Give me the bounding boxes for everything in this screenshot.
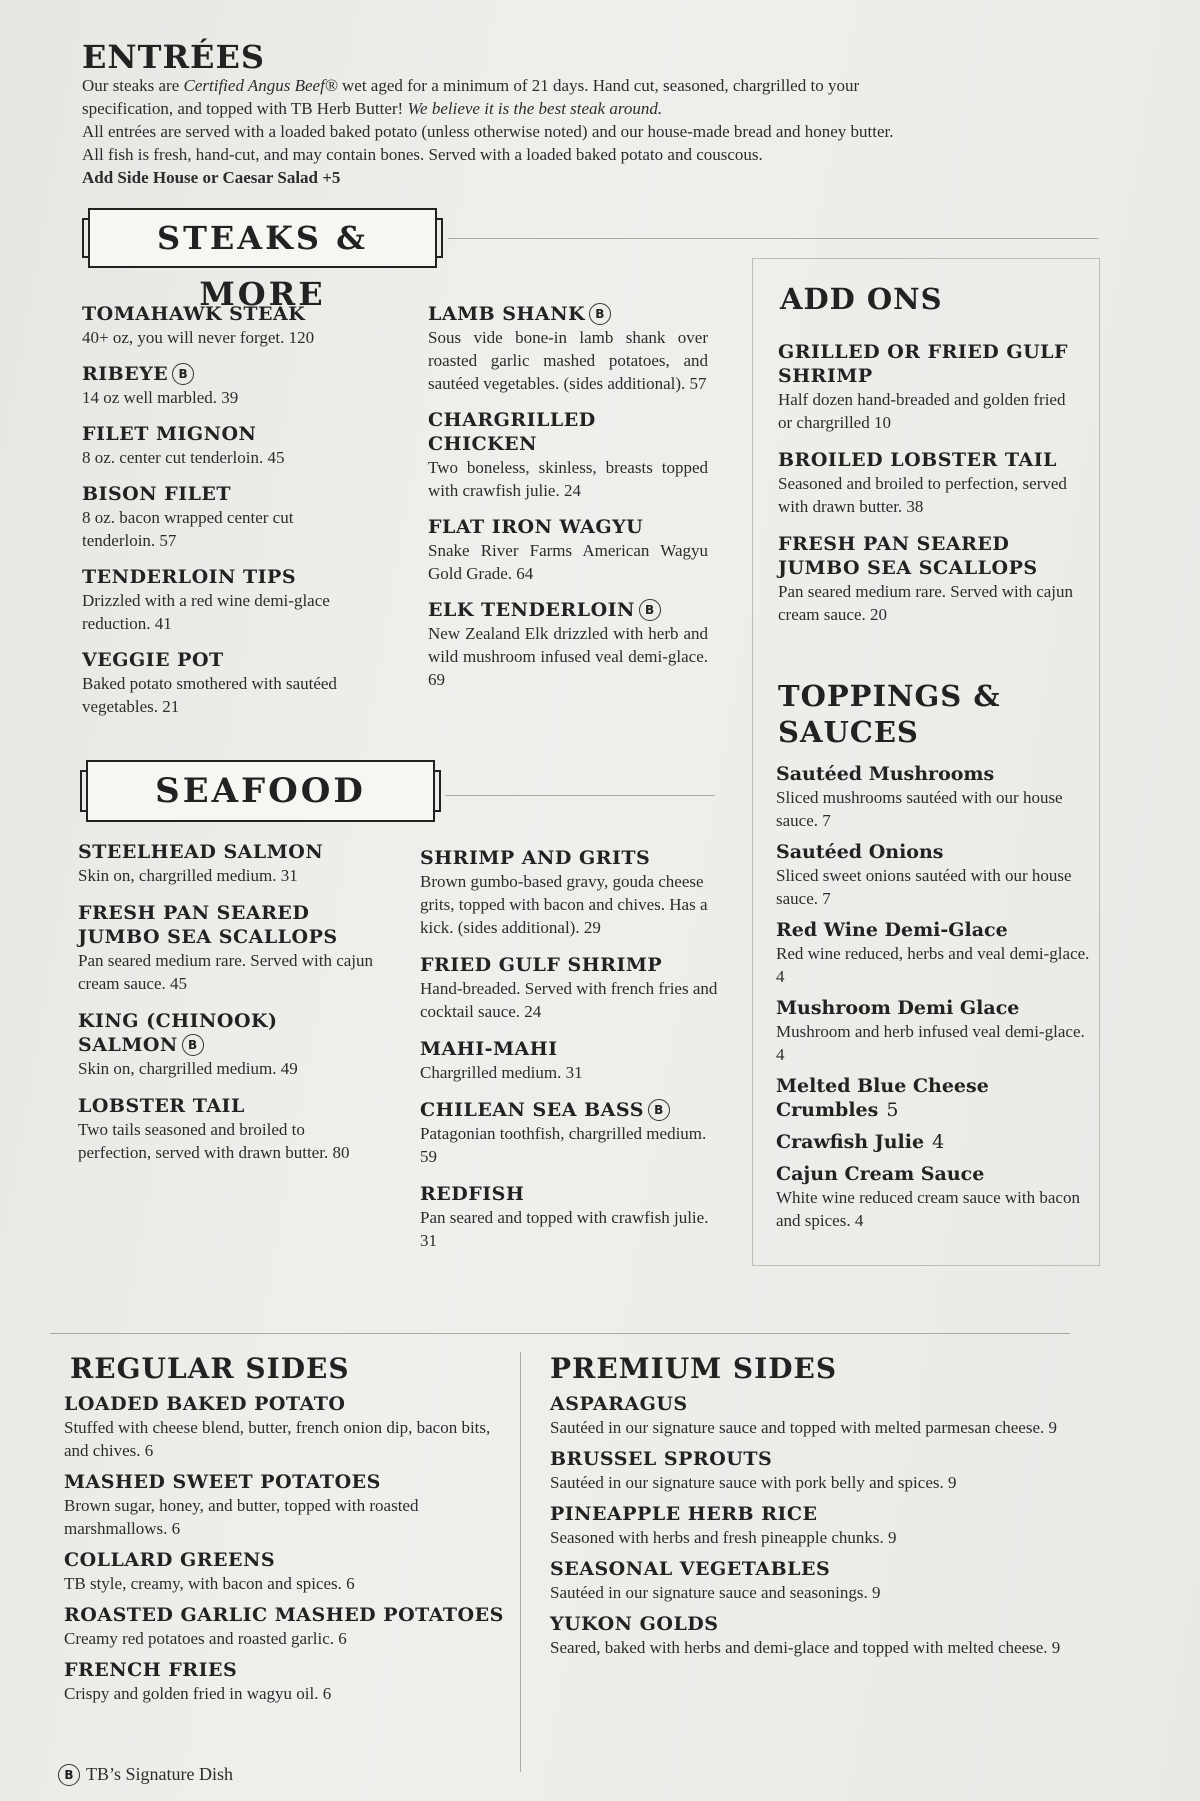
item-description: Seasoned with herbs and fresh pineapple chunks. 9 xyxy=(550,1528,897,1547)
premium-sides-list xyxy=(550,1392,1070,1667)
item-name xyxy=(776,1074,1096,1122)
item-name xyxy=(420,953,720,977)
topping-item xyxy=(776,1162,1096,1232)
item-name xyxy=(428,408,708,456)
item-name xyxy=(82,362,362,386)
intro-line-1: Our steaks are Certified Angus Beef® wet aged for a minimum of 21 days. Hand cut, seasoned, chargrilled to your xyxy=(82,76,860,95)
addons-list xyxy=(778,340,1078,640)
item-name-text: SHRIMP AND GRITS xyxy=(420,847,651,869)
intro-line-5: Add Side House or Caesar Salad +5 xyxy=(82,168,341,187)
item-name-text: ELK TENDERLOIN xyxy=(428,599,635,621)
item-name-text: Mushroom Demi Glace xyxy=(776,997,1020,1019)
item-name xyxy=(428,515,708,539)
item-name xyxy=(550,1612,1070,1636)
item-description: Pan seared and topped with crawfish julie. 31 xyxy=(420,1208,709,1250)
signature-legend xyxy=(58,1763,233,1786)
seafood-banner: SEAFOOD xyxy=(86,760,435,822)
item-description: White wine reduced cream sauce with bacon and spices. 4 xyxy=(776,1188,1080,1230)
item-description: Brown gumbo-based gravy, gouda cheese grits, topped with bacon and chives. Has a kick. (sides additional). 29 xyxy=(420,872,708,937)
entrees-intro xyxy=(82,74,1122,189)
steak-item xyxy=(82,362,362,409)
topping-item xyxy=(776,918,1096,988)
item-name-text: BROILED LOBSTER TAIL xyxy=(778,449,1058,471)
side-item xyxy=(550,1447,1070,1494)
item-name xyxy=(776,996,1096,1020)
seafood-item xyxy=(420,953,720,1023)
item-name-text: RIBEYE xyxy=(82,363,169,385)
item-name-text: COLLARD GREENS xyxy=(64,1549,276,1571)
steak-item xyxy=(428,598,708,691)
toppings-list xyxy=(776,762,1096,1240)
seafood-item xyxy=(420,1037,720,1084)
item-description: Hand-breaded. Served with french fries and cocktail sauce. 24 xyxy=(420,979,718,1021)
side-item xyxy=(64,1470,504,1540)
steak-item xyxy=(428,302,708,395)
item-name xyxy=(420,1182,720,1206)
item-name-text: Red Wine Demi-Glace xyxy=(776,919,1008,941)
item-price: 4 xyxy=(932,1131,945,1153)
item-price: 5 xyxy=(886,1099,899,1121)
topping-item xyxy=(776,996,1096,1066)
item-name-text: Crawfish Julie xyxy=(776,1131,925,1153)
item-name xyxy=(82,482,362,506)
signature-dish-icon: B xyxy=(58,1764,80,1786)
item-name-text: TENDERLOIN TIPS xyxy=(82,566,297,588)
item-description: Seasoned and broiled to perfection, served with drawn butter. 38 xyxy=(778,474,1067,516)
side-item xyxy=(64,1603,504,1650)
item-description: Baked potato smothered with sautéed vegetables. 21 xyxy=(82,674,337,716)
item-name xyxy=(420,846,720,870)
steak-item xyxy=(82,302,362,349)
signature-dish-icon: B xyxy=(182,1034,204,1056)
item-description: Brown sugar, honey, and butter, topped with roasted marshmallows. 6 xyxy=(64,1496,419,1538)
item-description: Sautéed in our signature sauce and seasonings. 9 xyxy=(550,1583,881,1602)
toppings-title: TOPPINGS & SAUCES xyxy=(778,679,1001,749)
item-name-text: MAHI-MAHI xyxy=(420,1038,558,1060)
item-name xyxy=(776,840,1096,864)
item-description: Half dozen hand-breaded and golden fried or chargrilled 10 xyxy=(778,390,1066,432)
item-name-text: CHARGRILLED CHICKEN xyxy=(428,409,596,455)
side-item xyxy=(550,1612,1070,1659)
item-name-text: FLAT IRON WAGYU xyxy=(428,516,644,538)
item-name-text: MASHED SWEET POTATOES xyxy=(64,1471,381,1493)
item-name-text: FRESH PAN SEARED JUMBO SEA SCALLOPS xyxy=(778,533,1038,579)
item-name xyxy=(82,565,362,589)
item-name xyxy=(420,1037,720,1061)
item-name xyxy=(420,1098,720,1122)
item-description: Patagonian toothfish, chargrilled medium. 59 xyxy=(420,1124,707,1166)
item-description: New Zealand Elk drizzled with herb and wild mushroom infused veal demi-glace. 69 xyxy=(428,624,708,689)
side-item xyxy=(550,1392,1070,1439)
topping-item xyxy=(776,840,1096,910)
intro-line-3: All entrées are served with a loaded baked potato (unless otherwise noted) and our house-made bread and honey butter. xyxy=(82,122,894,141)
item-name xyxy=(550,1557,1070,1581)
item-name-text: Sautéed Onions xyxy=(776,841,944,863)
item-name-text: CHILEAN SEA BASS xyxy=(420,1099,644,1121)
premium-sides-title: PREMIUM SIDES xyxy=(550,1352,838,1385)
side-item xyxy=(64,1548,504,1595)
item-name-text: FILET MIGNON xyxy=(82,423,257,445)
side-item xyxy=(550,1502,1070,1549)
regular-sides-list xyxy=(64,1392,504,1713)
intro-line-2: specification, and topped with TB Herb Butter! We believe it is the best steak around. xyxy=(82,99,663,118)
item-name-text: FRENCH FRIES xyxy=(64,1659,238,1681)
item-description: Two boneless, skinless, breasts topped with crawfish julie. 24 xyxy=(428,458,708,500)
item-name-text: ROASTED GARLIC MASHED POTATOES xyxy=(64,1604,504,1626)
steak-item xyxy=(82,648,362,718)
item-description: Skin on, chargrilled medium. 31 xyxy=(78,866,298,885)
steaks-column-1 xyxy=(82,302,362,731)
seafood-item xyxy=(420,1182,720,1252)
side-item xyxy=(550,1557,1070,1604)
item-name-text: Cajun Cream Sauce xyxy=(776,1163,985,1185)
side-item xyxy=(64,1392,504,1462)
steak-item xyxy=(428,408,708,502)
item-description: TB style, creamy, with bacon and spices. 6 xyxy=(64,1574,355,1593)
item-name xyxy=(64,1658,504,1682)
item-description: 14 oz well marbled. 39 xyxy=(82,388,239,407)
item-description: Sautéed in our signature sauce with pork belly and spices. 9 xyxy=(550,1473,957,1492)
item-description: Chargrilled medium. 31 xyxy=(420,1063,583,1082)
item-name xyxy=(78,840,378,864)
side-item xyxy=(64,1658,504,1705)
topping-item xyxy=(776,1130,1096,1154)
addon-item xyxy=(778,448,1078,518)
item-name-text: TOMAHAWK STEAK xyxy=(82,303,306,325)
item-name-text: LOADED BAKED POTATO xyxy=(64,1393,346,1415)
item-name xyxy=(82,422,362,446)
item-name-text: KING (CHINOOK) SALMON xyxy=(78,1010,278,1056)
item-name-text: REDFISH xyxy=(420,1183,525,1205)
seafood-item xyxy=(420,846,720,939)
item-name-text: FRIED GULF SHRIMP xyxy=(420,954,663,976)
steak-item xyxy=(428,515,708,585)
signature-dish-icon: B xyxy=(172,363,194,385)
item-name xyxy=(64,1470,504,1494)
signature-dish-icon: B xyxy=(589,303,611,325)
steaks-divider xyxy=(448,238,1098,239)
seafood-item xyxy=(78,901,378,995)
item-name-text: Melted Blue Cheese Crumbles xyxy=(776,1075,989,1121)
item-name-text: BRUSSEL SPROUTS xyxy=(550,1448,773,1470)
item-name xyxy=(778,532,1078,580)
steaks-column-2 xyxy=(428,302,708,704)
item-name-text: LOBSTER TAIL xyxy=(78,1095,245,1117)
item-name xyxy=(776,762,1096,786)
item-name xyxy=(778,340,1078,388)
addon-item xyxy=(778,532,1078,626)
item-name xyxy=(64,1603,504,1627)
item-description: Crispy and golden fried in wagyu oil. 6 xyxy=(64,1684,332,1703)
signature-dish-icon: B xyxy=(639,599,661,621)
item-name xyxy=(82,648,362,672)
item-description: Mushroom and herb infused veal demi-glace. 4 xyxy=(776,1022,1085,1064)
item-description: Drizzled with a red wine demi-glace reduction. 41 xyxy=(82,591,330,633)
item-name-text: PINEAPPLE HERB RICE xyxy=(550,1503,818,1525)
seafood-item xyxy=(78,1009,378,1080)
item-name-text: LAMB SHANK xyxy=(428,303,586,325)
sides-divider xyxy=(50,1333,1070,1334)
item-name xyxy=(428,598,708,622)
item-description: Seared, baked with herbs and demi-glace and topped with melted cheese. 9 xyxy=(550,1638,1061,1657)
item-name-text: Sautéed Mushrooms xyxy=(776,763,995,785)
item-description: 8 oz. bacon wrapped center cut tenderloin. 57 xyxy=(82,508,294,550)
item-name-text: FRESH PAN SEARED JUMBO SEA SCALLOPS xyxy=(78,902,338,948)
item-description: Stuffed with cheese blend, butter, french onion dip, bacon bits, and chives. 6 xyxy=(64,1418,491,1460)
item-name-text: BISON FILET xyxy=(82,483,232,505)
addons-title: ADD ONS xyxy=(780,282,943,316)
intro-line-4: All fish is fresh, hand-cut, and may contain bones. Served with a loaded baked potato and couscous. xyxy=(82,145,763,164)
item-description: Sliced mushrooms sautéed with our house sauce. 7 xyxy=(776,788,1063,830)
item-description: Pan seared medium rare. Served with cajun cream sauce. 45 xyxy=(78,951,374,993)
item-name xyxy=(78,1009,378,1057)
item-name xyxy=(550,1502,1070,1526)
item-name xyxy=(64,1548,504,1572)
item-description: 40+ oz, you will never forget. 120 xyxy=(82,328,315,347)
item-description: Red wine reduced, herbs and veal demi-glace. 4 xyxy=(776,944,1090,986)
item-description: Pan seared medium rare. Served with cajun cream sauce. 20 xyxy=(778,582,1074,624)
signature-dish-icon: B xyxy=(648,1099,670,1121)
item-name xyxy=(776,918,1096,942)
seafood-item xyxy=(420,1098,720,1168)
entrees-title: ENTRÉES xyxy=(82,38,265,76)
seafood-item xyxy=(78,1094,378,1164)
item-name xyxy=(82,302,362,326)
topping-item xyxy=(776,1074,1096,1122)
item-description: Sous vide bone-in lamb shank over roasted garlic mashed potatoes, and sautéed vegetables. (sides additional). 57 xyxy=(428,328,708,393)
sides-column-divider xyxy=(520,1352,521,1772)
steaks-banner: STEAKS & MORE xyxy=(88,208,437,268)
seafood-divider xyxy=(445,795,715,796)
item-description: Skin on, chargrilled medium. 49 xyxy=(78,1059,298,1078)
seafood-column-1 xyxy=(78,840,378,1178)
item-name xyxy=(78,901,378,949)
steak-item xyxy=(82,565,362,635)
item-name-text: GRILLED OR FRIED GULF SHRIMP xyxy=(778,341,1069,387)
steak-item xyxy=(82,482,362,552)
seafood-item xyxy=(78,840,378,887)
item-name-text: VEGGIE POT xyxy=(82,649,224,671)
item-name-text: STEELHEAD SALMON xyxy=(78,841,324,863)
item-name xyxy=(428,302,708,326)
item-description: Sautéed in our signature sauce and topped with melted parmesan cheese. 9 xyxy=(550,1418,1057,1437)
item-name-text: SEASONAL VEGETABLES xyxy=(550,1558,831,1580)
item-description: Sliced sweet onions sautéed with our house sauce. 7 xyxy=(776,866,1072,908)
item-description: Snake River Farms American Wagyu Gold Grade. 64 xyxy=(428,541,708,583)
topping-item xyxy=(776,762,1096,832)
item-name xyxy=(550,1392,1070,1416)
seafood-column-2 xyxy=(420,846,720,1266)
item-name xyxy=(550,1447,1070,1471)
regular-sides-title: REGULAR SIDES xyxy=(70,1352,350,1385)
item-name-text: YUKON GOLDS xyxy=(550,1613,719,1635)
item-name xyxy=(776,1162,1096,1186)
item-name xyxy=(776,1130,1096,1154)
item-description: Two tails seasoned and broiled to perfection, served with drawn butter. 80 xyxy=(78,1120,350,1162)
item-name xyxy=(78,1094,378,1118)
item-name xyxy=(64,1392,504,1416)
item-description: Creamy red potatoes and roasted garlic. 6 xyxy=(64,1629,347,1648)
item-name-text: ASPARAGUS xyxy=(550,1393,688,1415)
item-name xyxy=(778,448,1078,472)
signature-legend-label: TB’s Signature Dish xyxy=(86,1764,233,1784)
steak-item xyxy=(82,422,362,469)
addon-item xyxy=(778,340,1078,434)
item-description: 8 oz. center cut tenderloin. 45 xyxy=(82,448,285,467)
